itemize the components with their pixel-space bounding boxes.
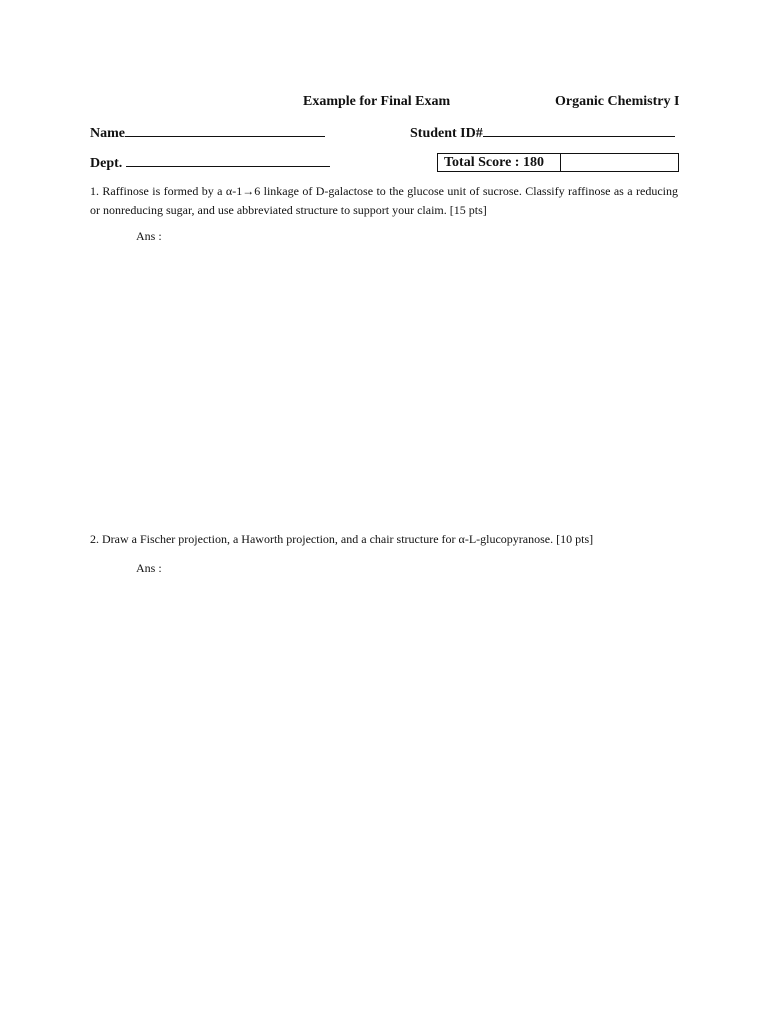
- student-id-blank-line[interactable]: [483, 123, 675, 137]
- dept-label: Dept.: [90, 156, 123, 171]
- question-1-answer-label: Ans :: [136, 229, 162, 243]
- name-label: Name: [90, 126, 125, 141]
- student-id-label: Student ID#: [410, 126, 483, 141]
- question-2-text: 2. Draw a Fischer projection, a Haworth projection, and a chair structure for α-L-glucopyranose. [10 pts]: [90, 532, 594, 546]
- student-id-field: [410, 123, 675, 142]
- name-blank-line[interactable]: [125, 123, 325, 137]
- total-score-value-cell[interactable]: [561, 154, 678, 171]
- total-score-box: [437, 153, 679, 172]
- dept-blank-line[interactable]: [126, 153, 330, 167]
- exam-title: Example for Final Exam: [303, 94, 451, 109]
- course-name: Organic Chemistry I: [555, 94, 680, 109]
- dept-field: [90, 153, 330, 172]
- question-2-answer-label: Ans :: [136, 561, 162, 575]
- total-score-label: Total Score : 180: [438, 154, 561, 171]
- question-1-text: 1. Raffinose is formed by a α-1→6 linkage of D-galactose to the glucose unit of sucrose. Classify raffinose as a reducing or nonreducing sugar, and use abbreviated structure to support your claim. [15 pts]: [90, 184, 678, 217]
- name-field: [90, 123, 325, 142]
